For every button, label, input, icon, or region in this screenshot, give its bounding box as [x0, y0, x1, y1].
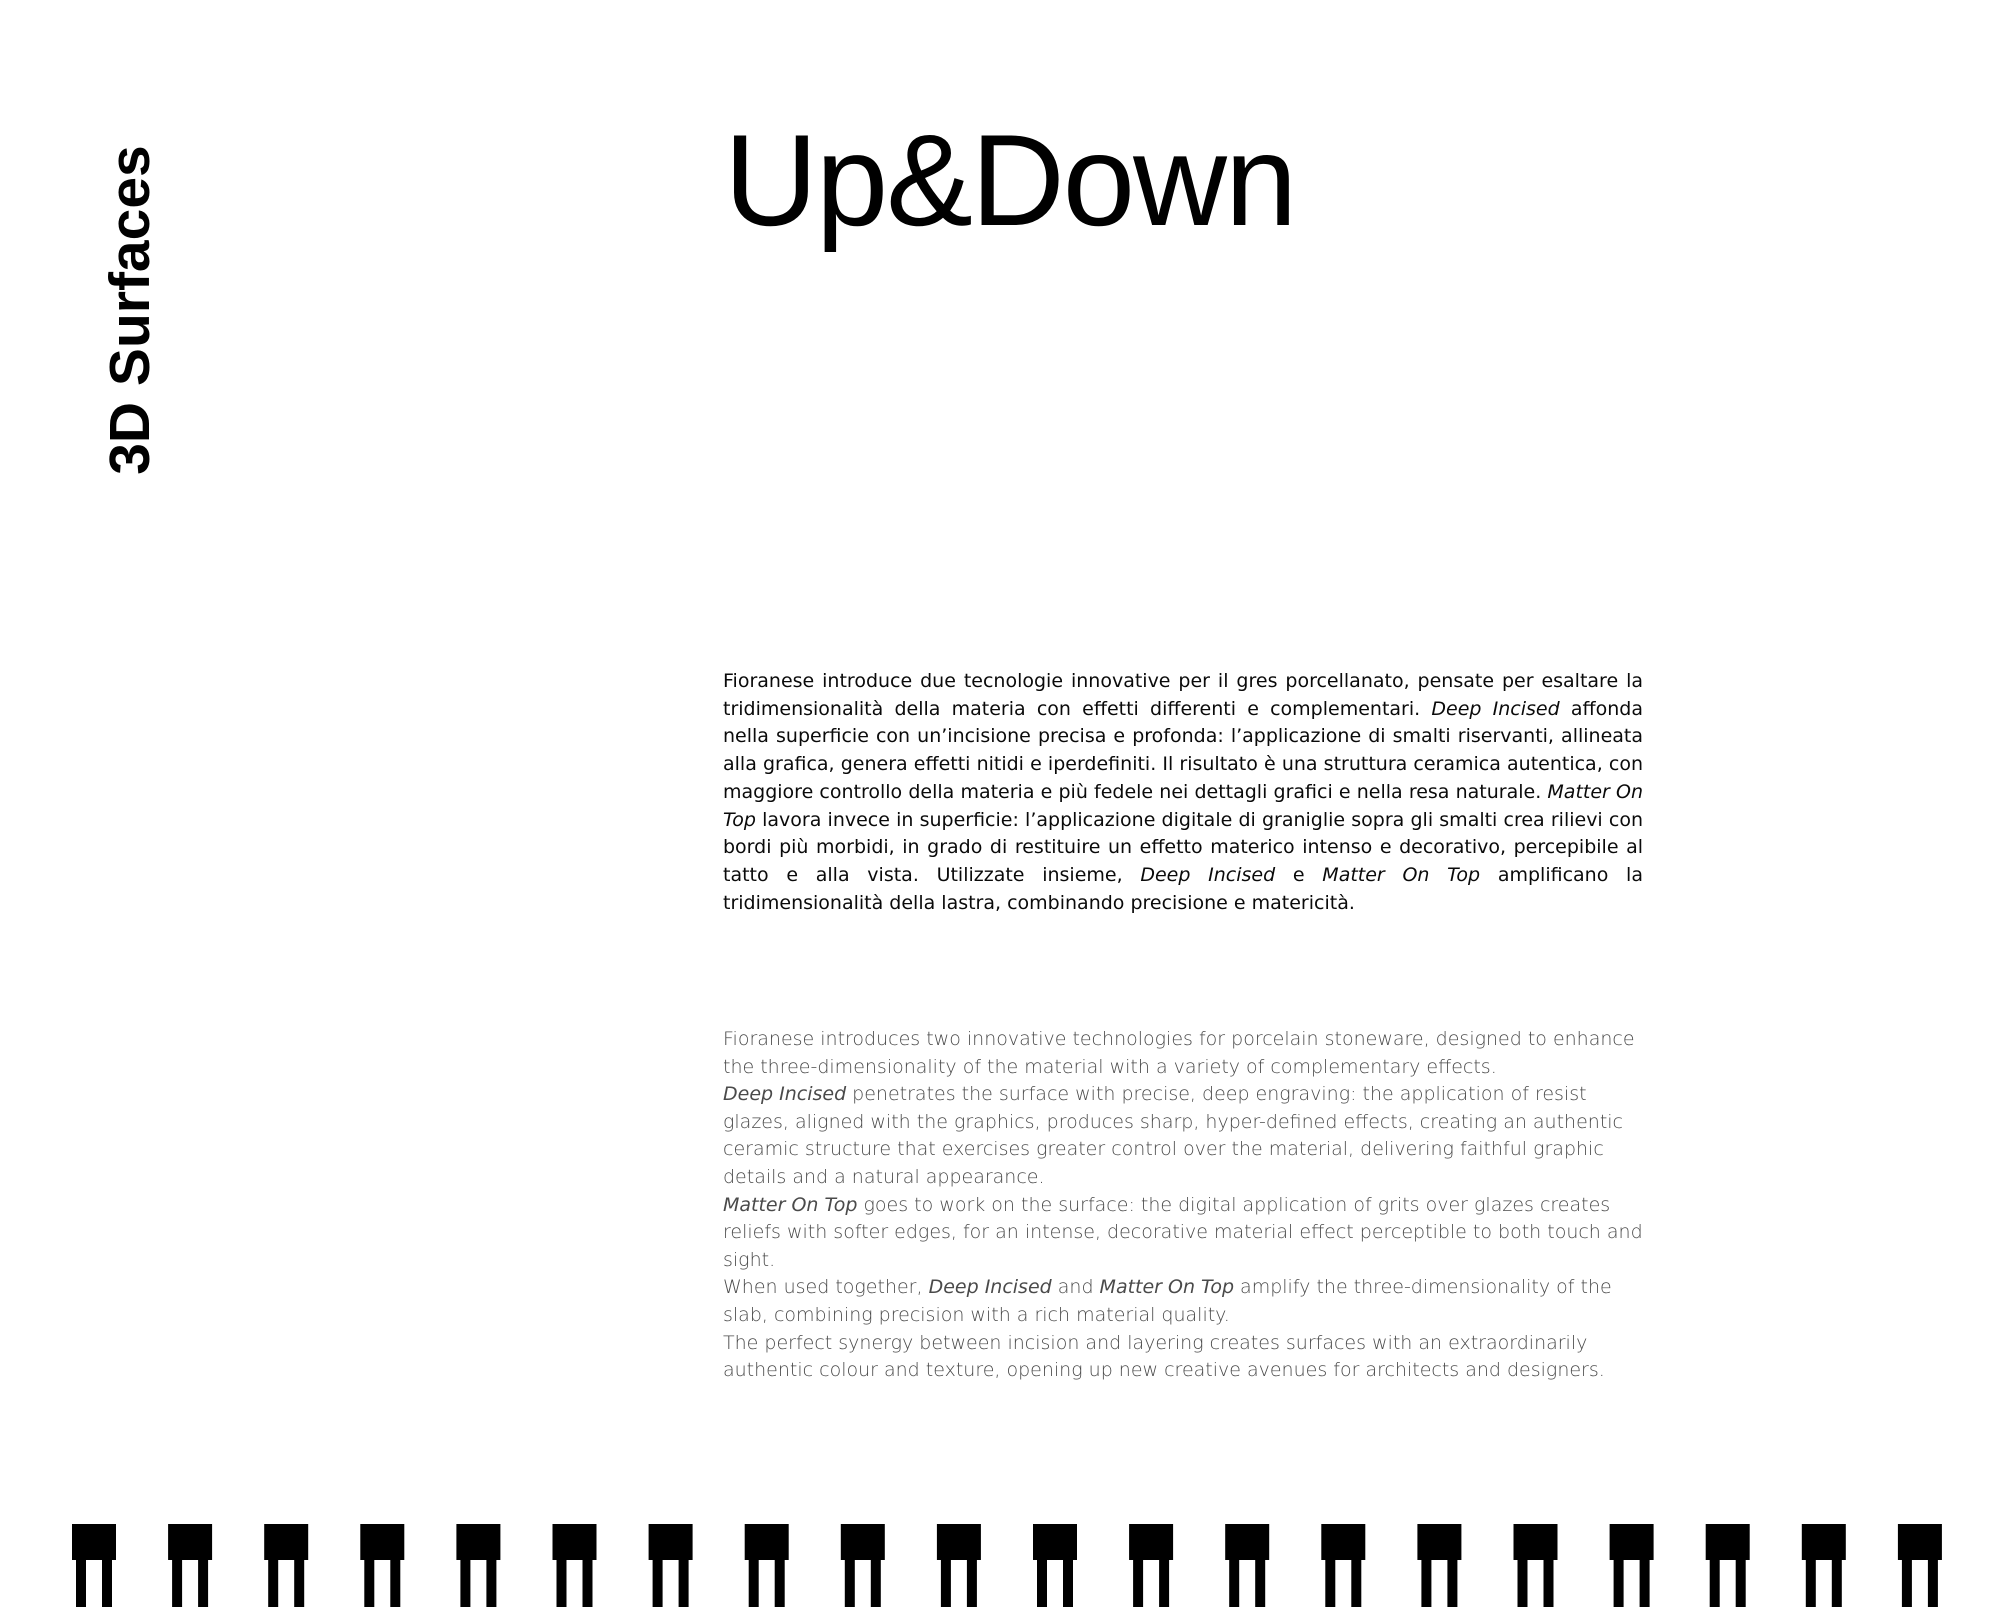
side-section-title: 3D Surfaces: [98, 145, 162, 475]
footer-glyph: [1898, 1524, 1942, 1607]
footer-glyph: [1033, 1524, 1077, 1607]
page-title: Up&Down: [724, 107, 1296, 253]
en-p4-c: amplify the three-dimensionality of the slab, combining precision with a rich material quality.: [723, 1276, 1612, 1326]
footer-glyph: [360, 1524, 404, 1607]
it-text-4: e: [1275, 863, 1323, 886]
footer-glyph: [745, 1524, 789, 1607]
footer-glyph: [1802, 1524, 1846, 1607]
it-text-5: amplificano la tridimensionalità della lastra, combinando precisione e matericità.: [723, 863, 1643, 914]
en-paragraph-5: The perfect synergy between incision and layering creates surfaces with an extraordinarily authentic colour and texture, opening up new creative avenues for architects and designers.: [723, 1331, 1605, 1382]
it-text-1: Fioranese introduce due tecnologie innovative per il gres porcellanato, pensate per esaltare la tridimensionalità della materia con effetti differenti e complementari.: [723, 670, 1643, 720]
italian-description: [723, 668, 1643, 917]
footer-glyph: [168, 1524, 212, 1607]
it-term-matter-on-top-2: Matter On Top: [1322, 863, 1481, 886]
en-paragraph-1: Fioranese introduces two innovative technologies for porcelain stoneware, designed to enhance the three-dimensionality of the material with a variety of complementary effects.: [723, 1028, 1635, 1078]
en-p4-a: When used together,: [723, 1276, 929, 1299]
footer-glyph: [264, 1524, 308, 1607]
footer-glyph: [456, 1524, 500, 1607]
en-paragraph-2: [723, 1081, 1653, 1191]
it-term-matter-on-top: Matter On Top: [723, 780, 1643, 831]
footer-glyph: [937, 1524, 981, 1607]
en-term-deep-incised: Deep Incised: [723, 1083, 847, 1106]
footer-glyph: [1514, 1524, 1558, 1607]
footer-glyph: [1706, 1524, 1750, 1607]
english-description: [723, 1026, 1653, 1385]
footer-glyph: [1321, 1524, 1365, 1607]
footer-glyph: [1129, 1524, 1173, 1607]
it-text-2: affonda nella superficie con un’incisione precisa e profonda: l’applicazione di smalti riservanti, allineata alla grafica, genera effetti nitidi e iperdefiniti. Il risultato è una struttura ceramica autentica, con maggiore controllo della materia e più fedele nei dettagli grafici e nella resa naturale.: [723, 697, 1643, 803]
en-p2-text: penetrates the surface with precise, deep engraving: the application of resist glazes, aligned with the graphics, produces sharp, hyper-defined effects, creating an authentic ceramic structure that exercises greater control over the material, delivering faithful graphic details and a natural appearance.: [723, 1083, 1623, 1188]
en-p4-b: and: [1051, 1276, 1100, 1299]
footer-glyph: [841, 1524, 885, 1607]
it-term-deep-incised-2: Deep Incised: [1140, 863, 1276, 886]
it-text-3: lavora invece in superficie: l’applicazione digitale di graniglie sopra gli smalti crea rilievi con bordi più morbidi, in grado di restituire un effetto materico intenso e decorativo, percepibile al tatto e alla vista. Utilizzate insieme,: [723, 808, 1643, 886]
footer-glyph: [72, 1524, 116, 1607]
footer-glyph: [1225, 1524, 1269, 1607]
footer-glyph: [649, 1524, 693, 1607]
it-term-deep-incised: Deep Incised: [1431, 697, 1560, 720]
en-term-deep-incised-2: Deep Incised: [928, 1276, 1052, 1299]
footer-glyph: [553, 1524, 597, 1607]
en-term-matter-on-top-2: Matter On Top: [1099, 1276, 1235, 1299]
footer-glyph: [1417, 1524, 1461, 1607]
en-paragraph-4: [723, 1274, 1653, 1329]
footer-decorative-pattern: [0, 1500, 2000, 1607]
en-paragraph-3: [723, 1192, 1653, 1275]
en-term-matter-on-top: Matter On Top: [723, 1193, 858, 1216]
footer-glyph: [1610, 1524, 1654, 1607]
en-p3-text: goes to work on the surface: the digital application of grits over glazes creates reliefs with softer edges, for an intense, decorative material effect perceptible to both touch and sight.: [723, 1193, 1643, 1271]
